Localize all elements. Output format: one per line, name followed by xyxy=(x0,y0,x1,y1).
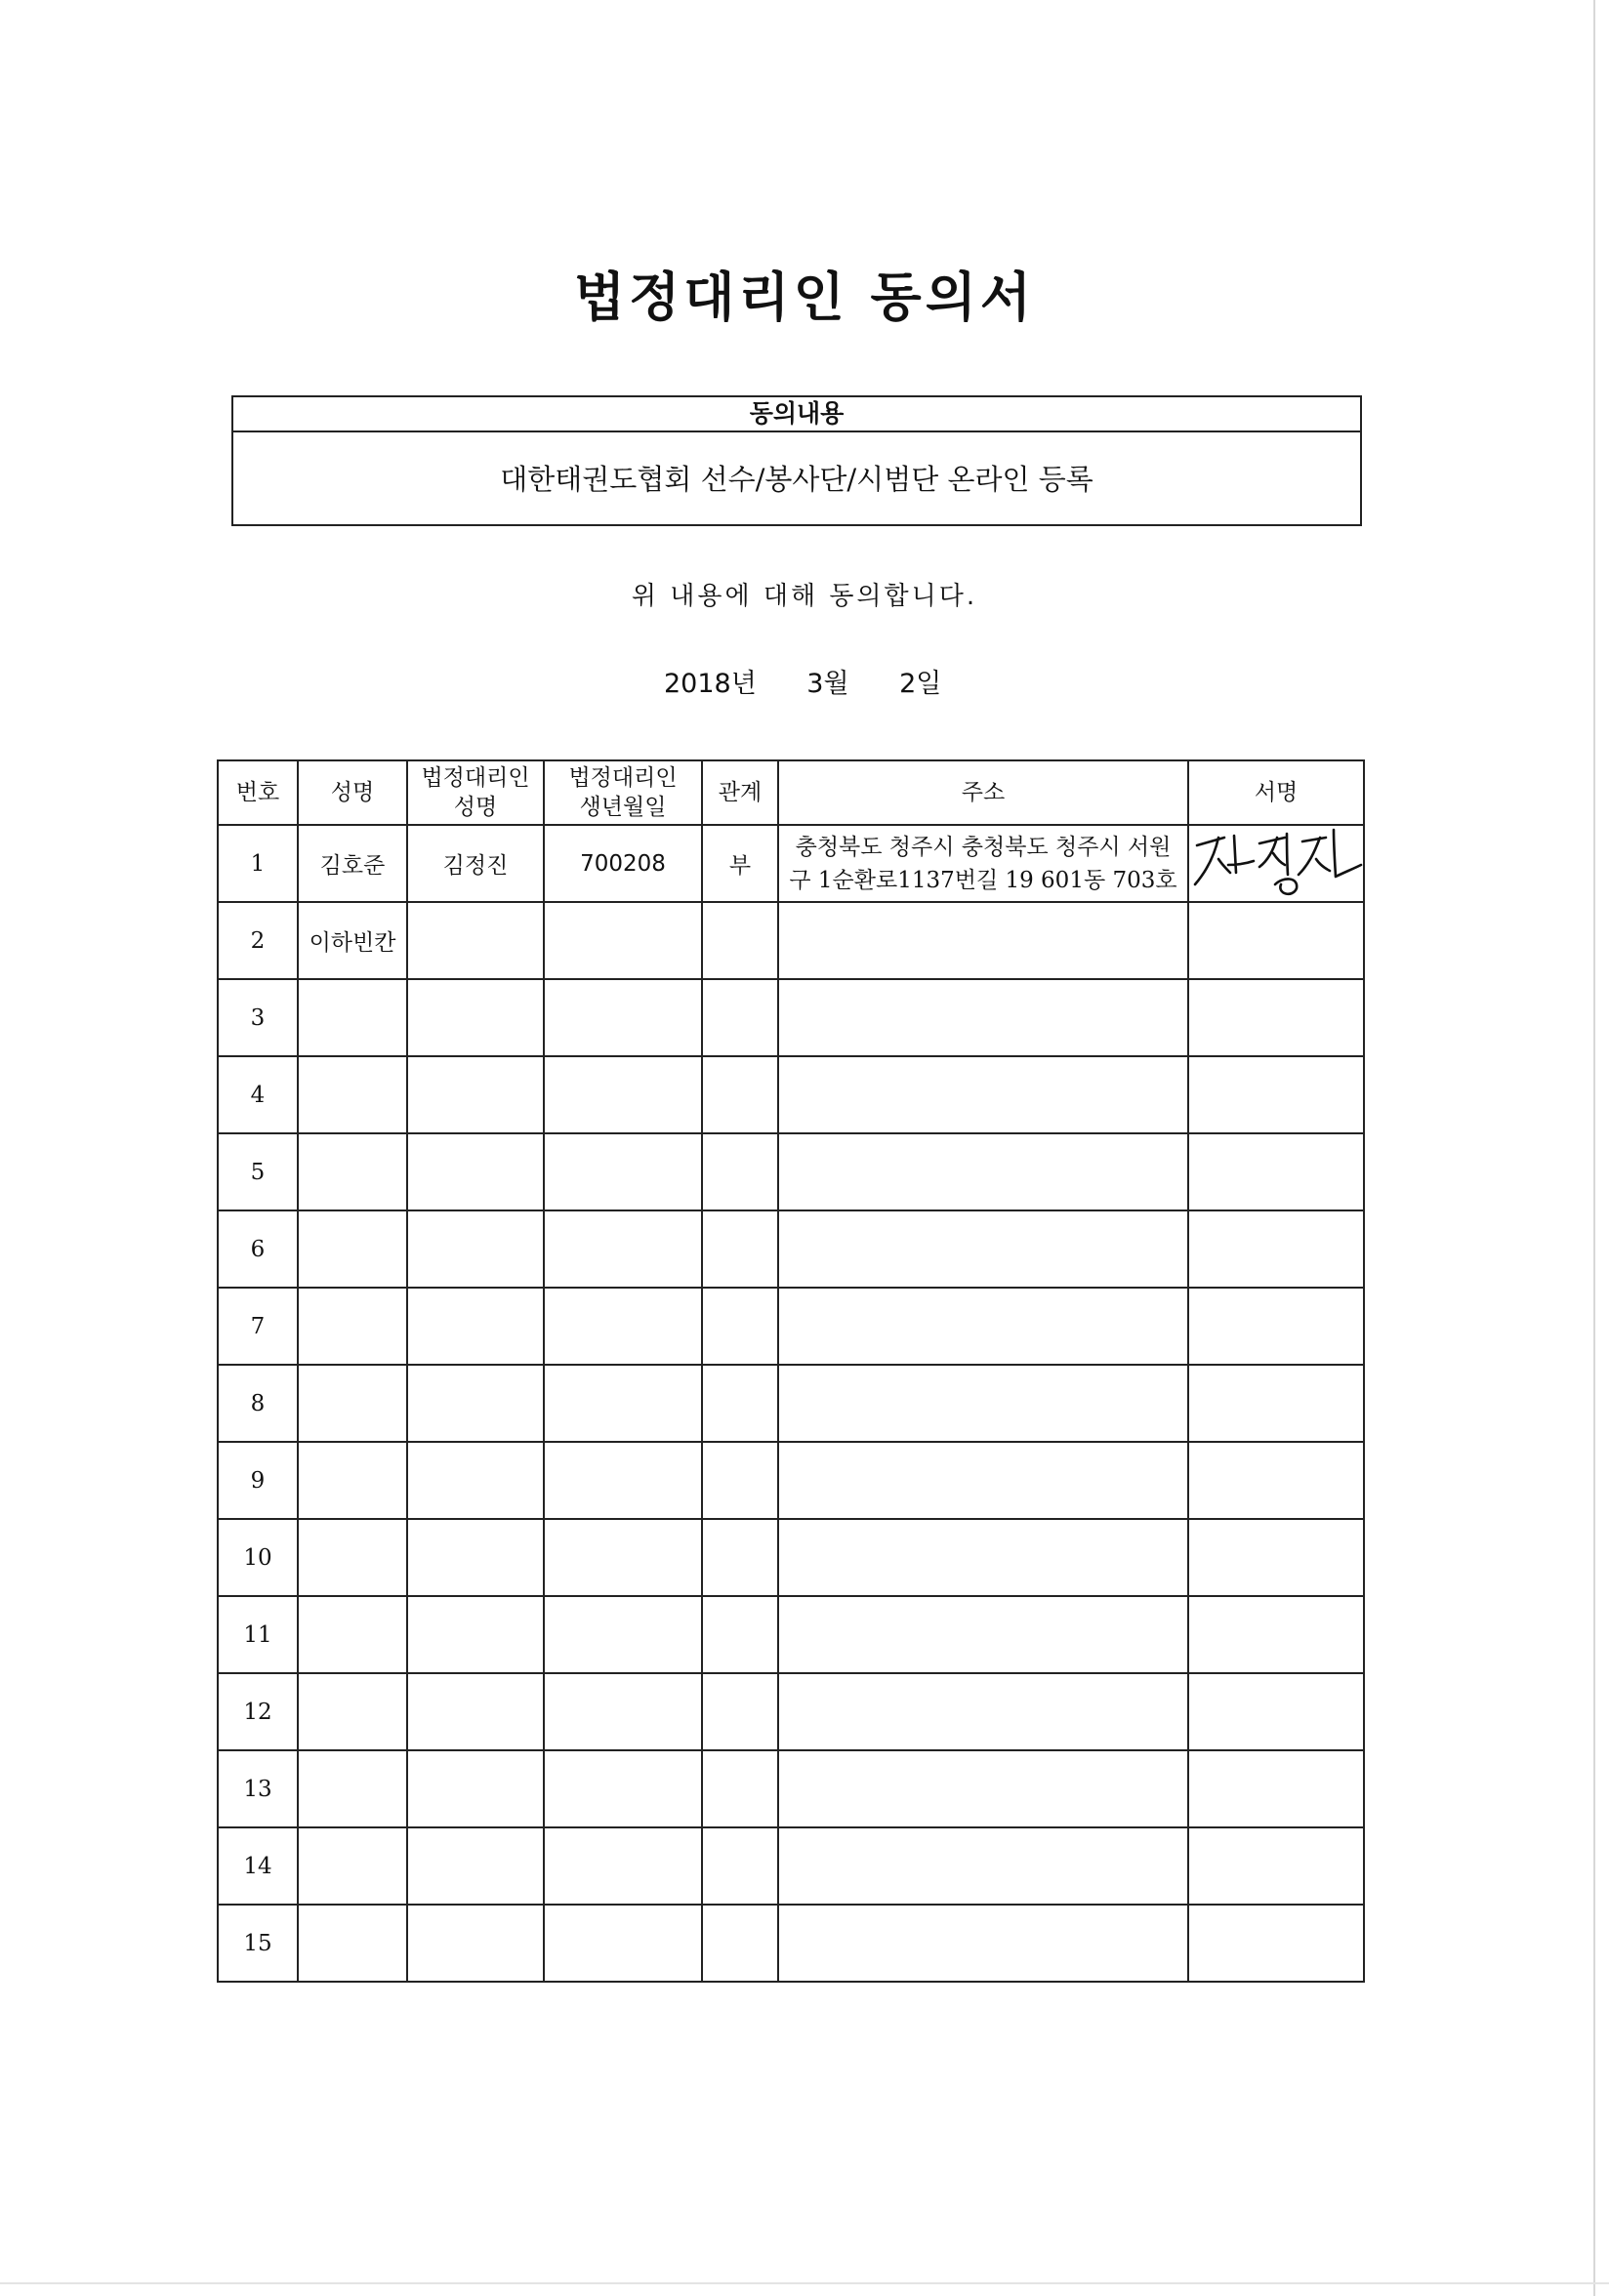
cell-number: 3 xyxy=(218,979,298,1056)
table-row xyxy=(218,1827,1364,1905)
table-row xyxy=(218,1365,1364,1442)
page-edge-right xyxy=(1593,0,1595,2296)
cell-signature xyxy=(1188,1673,1364,1750)
cell-signature xyxy=(1188,1133,1364,1210)
cell-name xyxy=(298,1210,407,1288)
cell-number: 14 xyxy=(218,1827,298,1905)
cell-guardian-birth xyxy=(544,1905,702,1982)
cell-signature xyxy=(1188,1596,1364,1673)
cell-number: 8 xyxy=(218,1365,298,1442)
cell-relation xyxy=(702,1519,778,1596)
cell-signature xyxy=(1188,825,1364,902)
cell-relation xyxy=(702,1365,778,1442)
cell-name xyxy=(298,1365,407,1442)
cell-number: 7 xyxy=(218,1288,298,1365)
header-guardian-birth-line1: 법정대리인 xyxy=(568,765,678,791)
cell-relation xyxy=(702,1133,778,1210)
cell-relation xyxy=(702,1596,778,1673)
cell-number: 5 xyxy=(218,1133,298,1210)
table-row xyxy=(218,1673,1364,1750)
cell-relation xyxy=(702,1827,778,1905)
cell-relation xyxy=(702,1056,778,1133)
header-guardian-name-line2: 성명 xyxy=(453,795,498,820)
cell-name xyxy=(298,1133,407,1210)
cell-relation xyxy=(702,1442,778,1519)
cell-guardian-birth xyxy=(544,1596,702,1673)
cell-signature xyxy=(1188,902,1364,979)
cell-signature xyxy=(1188,1519,1364,1596)
cell-guardian-birth xyxy=(544,1133,702,1210)
cell-address xyxy=(778,1827,1188,1905)
cell-address xyxy=(778,1519,1188,1596)
header-number: 번호 xyxy=(218,760,298,825)
cell-relation xyxy=(702,1905,778,1982)
cell-guardian-name xyxy=(407,1365,544,1442)
table-row xyxy=(218,1288,1364,1365)
header-guardian-name xyxy=(407,760,544,825)
cell-guardian-birth: 700208 xyxy=(544,825,702,902)
cell-name xyxy=(298,1056,407,1133)
cell-guardian-birth xyxy=(544,1056,702,1133)
header-name: 성명 xyxy=(298,760,407,825)
cell-name xyxy=(298,1442,407,1519)
cell-signature xyxy=(1188,1056,1364,1133)
cell-address xyxy=(778,1365,1188,1442)
table-row xyxy=(218,1133,1364,1210)
cell-signature xyxy=(1188,1365,1364,1442)
cell-guardian-name xyxy=(407,1288,544,1365)
cell-address xyxy=(778,979,1188,1056)
cell-name xyxy=(298,1519,407,1596)
cell-guardian-birth xyxy=(544,1442,702,1519)
header-address: 주소 xyxy=(778,760,1188,825)
cell-guardian-birth xyxy=(544,1210,702,1288)
header-signature: 서명 xyxy=(1188,760,1364,825)
table-row xyxy=(218,1210,1364,1288)
header-guardian-birth-line2: 생년월일 xyxy=(579,795,667,820)
cell-relation: 부 xyxy=(702,825,778,902)
cell-number: 12 xyxy=(218,1673,298,1750)
cell-name xyxy=(298,1673,407,1750)
cell-guardian-name xyxy=(407,1210,544,1288)
cell-guardian-name xyxy=(407,1827,544,1905)
cell-address xyxy=(778,1905,1188,1982)
cell-guardian-birth xyxy=(544,979,702,1056)
agreement-statement: 위 내용에 대해 동의합니다. xyxy=(631,582,978,611)
cell-name xyxy=(298,1827,407,1905)
address-line1: 충청북도 청주시 충청북도 청주시 서원 xyxy=(795,834,1172,860)
cell-address xyxy=(778,1750,1188,1827)
cell-address xyxy=(778,1442,1188,1519)
date-year: 2018년 xyxy=(664,669,757,699)
cell-number: 10 xyxy=(218,1519,298,1596)
cell-signature xyxy=(1188,979,1364,1056)
table-row xyxy=(218,1056,1364,1133)
page-edge-bottom xyxy=(0,2282,1609,2284)
table-row xyxy=(218,1905,1364,1982)
table-row xyxy=(218,902,1364,979)
cell-relation xyxy=(702,979,778,1056)
cell-signature xyxy=(1188,1442,1364,1519)
cell-guardian-name xyxy=(407,1133,544,1210)
table-row xyxy=(218,1596,1364,1673)
cell-number: 11 xyxy=(218,1596,298,1673)
header-guardian-name-line1: 법정대리인 xyxy=(421,765,530,791)
cell-guardian-name xyxy=(407,979,544,1056)
document-title: 법정대리인 동의서 xyxy=(573,266,1036,328)
consent-box xyxy=(231,395,1362,526)
cell-name xyxy=(298,1750,407,1827)
cell-guardian-birth xyxy=(544,1519,702,1596)
cell-address xyxy=(778,1210,1188,1288)
header-relation: 관계 xyxy=(702,760,778,825)
table-row xyxy=(218,825,1364,902)
table-row xyxy=(218,1750,1364,1827)
cell-signature xyxy=(1188,1905,1364,1982)
cell-signature xyxy=(1188,1750,1364,1827)
cell-name: 김호준 xyxy=(298,825,407,902)
cell-relation xyxy=(702,1288,778,1365)
table-row xyxy=(218,1442,1364,1519)
cell-name xyxy=(298,1596,407,1673)
cell-guardian-birth xyxy=(544,902,702,979)
cell-guardian-name xyxy=(407,1673,544,1750)
date-line xyxy=(664,662,941,700)
date-month: 3월 xyxy=(806,669,849,699)
cell-number: 6 xyxy=(218,1210,298,1288)
cell-address xyxy=(778,1596,1188,1673)
cell-address xyxy=(778,902,1188,979)
cell-address xyxy=(778,1673,1188,1750)
cell-number: 4 xyxy=(218,1056,298,1133)
cell-guardian-name xyxy=(407,1056,544,1133)
cell-guardian-birth xyxy=(544,1288,702,1365)
table-header-row xyxy=(218,760,1364,825)
cell-relation xyxy=(702,1673,778,1750)
cell-guardian-name xyxy=(407,1519,544,1596)
cell-number: 2 xyxy=(218,902,298,979)
cell-relation xyxy=(702,1750,778,1827)
cell-address xyxy=(778,1133,1188,1210)
table-row xyxy=(218,979,1364,1056)
cell-guardian-name xyxy=(407,1750,544,1827)
address-line2: 구 1순환로1137번길 19 601동 703호 xyxy=(789,867,1177,893)
cell-number: 13 xyxy=(218,1750,298,1827)
cell-guardian-name xyxy=(407,1442,544,1519)
cell-signature xyxy=(1188,1210,1364,1288)
cell-name xyxy=(298,1905,407,1982)
cell-guardian-name xyxy=(407,902,544,979)
cell-address xyxy=(778,825,1188,902)
cell-name xyxy=(298,979,407,1056)
cell-guardian-birth xyxy=(544,1827,702,1905)
cell-relation xyxy=(702,1210,778,1288)
cell-guardian-name: 김정진 xyxy=(407,825,544,902)
roster-table xyxy=(217,759,1365,1983)
cell-number: 1 xyxy=(218,825,298,902)
consent-content: 대한태권도협회 선수/봉사단/시범단 온라인 등록 xyxy=(500,463,1093,496)
cell-guardian-name xyxy=(407,1596,544,1673)
cell-relation xyxy=(702,902,778,979)
cell-guardian-name xyxy=(407,1905,544,1982)
table-row xyxy=(218,1519,1364,1596)
header-guardian-birth xyxy=(544,760,702,825)
cell-number: 15 xyxy=(218,1905,298,1982)
cell-name: 이하빈칸 xyxy=(298,902,407,979)
consent-header: 동의내용 xyxy=(233,397,1360,432)
cell-guardian-birth xyxy=(544,1365,702,1442)
cell-signature xyxy=(1188,1288,1364,1365)
cell-address xyxy=(778,1056,1188,1133)
cell-name xyxy=(298,1288,407,1365)
date-day: 2일 xyxy=(899,669,942,699)
cell-guardian-birth xyxy=(544,1673,702,1750)
cell-guardian-birth xyxy=(544,1750,702,1827)
cell-signature xyxy=(1188,1827,1364,1905)
cell-number: 9 xyxy=(218,1442,298,1519)
cell-address xyxy=(778,1288,1188,1365)
handwritten-signature xyxy=(1189,825,1364,902)
